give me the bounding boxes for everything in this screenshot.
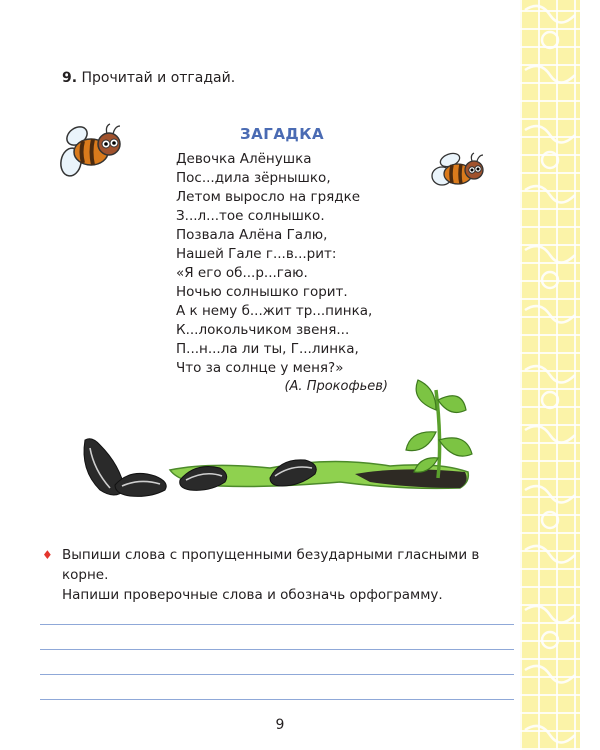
poem-line: К...локольчиком звеня... <box>176 322 350 338</box>
poem-line: Девочка Алёнушка <box>176 151 312 167</box>
diamond-bullet-icon: ♦ <box>42 548 53 562</box>
poem-line: Ночью солнышко горит. <box>176 284 348 300</box>
bee-left-icon <box>55 118 127 190</box>
poem-line: Позвала Алёна Галю, <box>176 227 328 243</box>
poem-title: ЗАГАДКА <box>240 125 325 143</box>
writing-line[interactable] <box>40 625 514 650</box>
poem-line: Нашей Гале г...в...рит: <box>176 246 337 262</box>
task-instruction: Прочитай и отгадай. <box>81 70 236 86</box>
writing-line[interactable] <box>40 675 514 700</box>
poem-line: «Я его об...р...гаю. <box>176 265 308 281</box>
task-number: 9. <box>62 70 78 86</box>
poem-line: Пос...дила зёрнышко, <box>176 170 331 186</box>
task-header <box>62 70 235 86</box>
exercise-text <box>42 545 522 605</box>
poem-line: Что за солнце у меня?» <box>176 360 344 376</box>
poem <box>176 150 396 394</box>
decorative-side-strip <box>520 0 580 750</box>
writing-lines <box>40 600 514 700</box>
page-number: 9 <box>275 717 285 733</box>
poem-line: П...н...ла ли ты, Г...линка, <box>176 341 359 357</box>
bee-right-icon <box>428 150 488 194</box>
exercise-line-2: Напиши проверочные слова и обозначь орфограмму. <box>62 587 443 603</box>
sunflower-seeds-illustration <box>70 370 480 510</box>
writing-line[interactable] <box>40 600 514 625</box>
poem-author: (А. Прокофьев) <box>284 379 388 394</box>
exercise-line-1: Выпиши слова с пропущенными безударными гласными в корне. <box>62 547 480 583</box>
poem-line: А к нему б...жит тр...пинка, <box>176 303 373 319</box>
writing-line[interactable] <box>40 650 514 675</box>
poem-line: Летом выросло на грядке <box>176 189 361 205</box>
swirl-pattern-icon <box>520 0 580 750</box>
poem-line: З...л...тое солнышко. <box>176 208 325 224</box>
